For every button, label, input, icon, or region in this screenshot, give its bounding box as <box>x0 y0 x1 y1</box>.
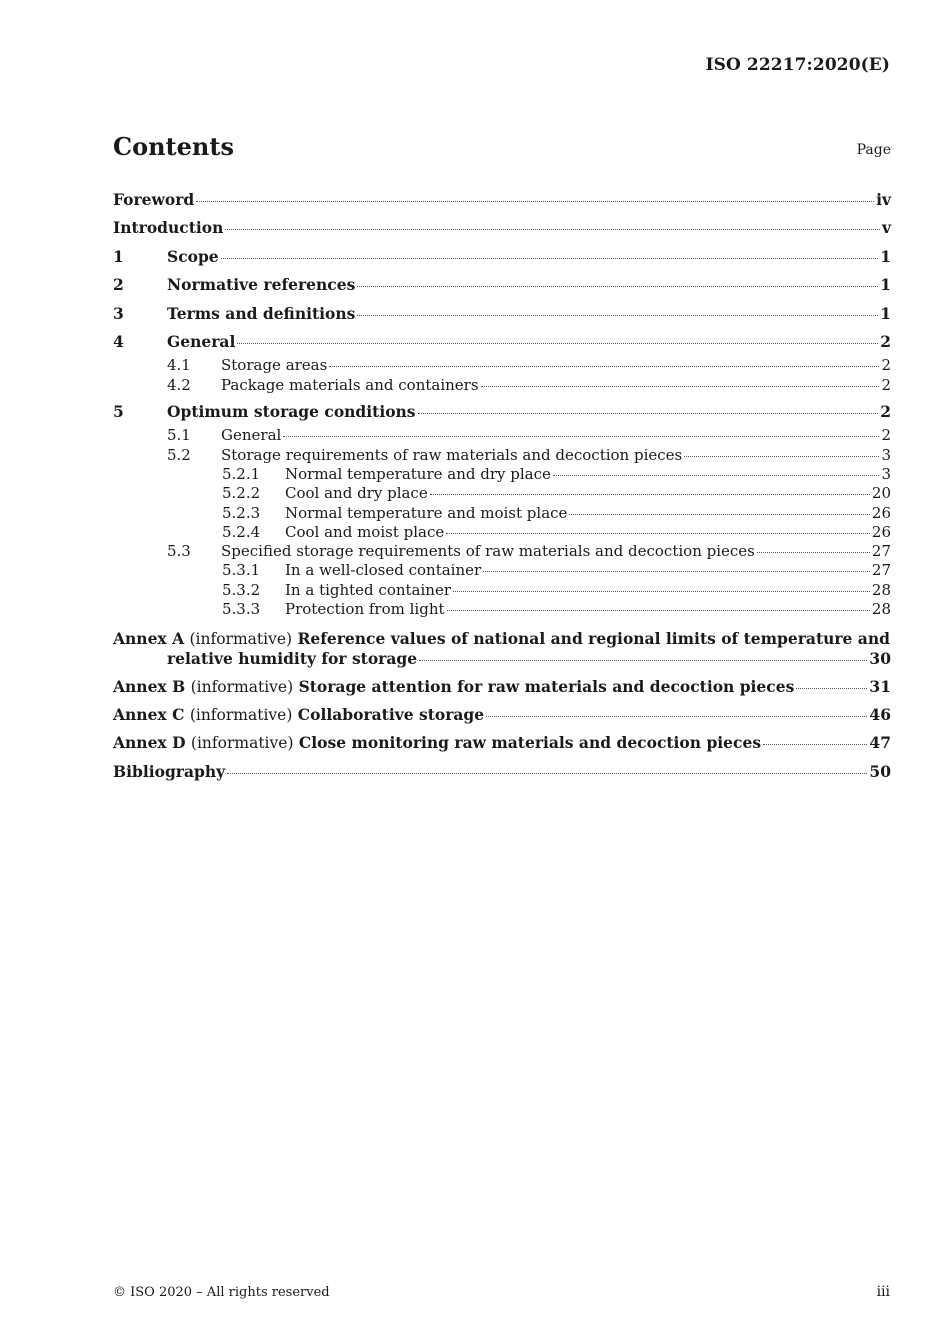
toc-entry-page: 30 <box>869 648 891 668</box>
toc-entry-text: Scope <box>167 246 219 266</box>
annex-label: Annex B <box>113 676 186 696</box>
toc-entry-page: 50 <box>869 761 891 781</box>
toc-entry-page: 2 <box>881 426 891 445</box>
leader-dots <box>481 385 880 387</box>
toc-entry-normal-moist[interactable] <box>113 504 891 523</box>
leader-dots <box>283 435 879 437</box>
toc-entry-text: Protection from light <box>285 600 445 618</box>
toc-entry-page: v <box>881 218 891 238</box>
toc-entry-page: 1 <box>880 275 891 295</box>
toc-entry-text: In a tighted container <box>285 580 451 599</box>
toc-entry-text: Storage requirements of raw materials and decoction pieces <box>221 445 683 464</box>
toc-entry-number: 5.3.1 <box>222 561 261 580</box>
toc-entry-text: Normal temperature and moist place <box>285 503 568 522</box>
toc-entry-storage-requirements[interactable] <box>113 446 891 465</box>
annex-informative: (informative) <box>190 677 294 696</box>
toc-entry-foreword[interactable] <box>113 186 891 214</box>
toc-entry-number: 5.3.3 <box>222 600 261 618</box>
toc-entry-page: 20 <box>871 484 891 503</box>
toc-entry-text: Cool and moist place <box>285 522 445 541</box>
toc-entry-cool-moist[interactable] <box>113 523 891 542</box>
toc-entry-number: 1 <box>113 246 124 266</box>
toc-entry-page: 3 <box>881 464 891 483</box>
contents-header <box>113 132 891 166</box>
leader-dots <box>418 412 879 414</box>
toc-entry-page: 1 <box>880 246 891 266</box>
toc-entry-text: Bibliography <box>113 761 226 781</box>
toc-entry-number: 3 <box>113 303 124 323</box>
leader-dots <box>569 513 869 515</box>
toc-entry-page: 31 <box>869 676 891 696</box>
toc-entry-well-closed[interactable] <box>113 561 891 580</box>
toc-entry-text: Normal temperature and dry place <box>285 464 551 483</box>
toc-entry-text: Storage attention for raw materials and decoction pieces <box>298 676 795 696</box>
toc-entry-number: 5.2 <box>167 445 191 464</box>
toc-entry-normative-references[interactable] <box>113 271 891 299</box>
leader-dots <box>757 551 870 553</box>
page-title: Contents <box>113 132 234 161</box>
toc-entry-text: Specified storage requirements of raw materials and decoction pieces <box>221 542 755 561</box>
page-column-label: Page <box>856 142 891 158</box>
toc-entry-scope[interactable] <box>113 243 891 271</box>
leader-dots <box>196 200 874 202</box>
annex-informative: (informative) <box>189 706 293 725</box>
toc-entry-annex-b[interactable] <box>113 677 891 696</box>
toc-entry-page: 26 <box>871 503 891 522</box>
toc-entry-number: 4 <box>113 331 124 351</box>
leader-dots <box>763 743 867 745</box>
leader-dots <box>329 365 879 367</box>
page-number: iii <box>876 1284 890 1300</box>
toc-entry-number: 5.3 <box>167 542 191 561</box>
leader-dots <box>237 342 878 344</box>
toc-entry-annex-c[interactable] <box>113 705 891 724</box>
leader-dots <box>419 659 867 661</box>
toc-entry-text: Introduction <box>113 218 224 238</box>
toc-entry-number: 5 <box>113 401 124 421</box>
toc-entry-number: 2 <box>113 275 124 295</box>
toc-entry-number: 4.2 <box>167 375 191 394</box>
toc-entry-text: Close monitoring raw materials and decoction pieces <box>298 733 762 753</box>
toc-entry-page: 46 <box>869 705 891 725</box>
toc-entry-number: 5.2.4 <box>222 522 261 541</box>
annex-label: Annex A <box>113 629 185 649</box>
leader-dots <box>225 228 880 230</box>
toc-entry-text: Storage areas <box>221 356 328 375</box>
table-of-contents <box>113 186 891 781</box>
toc-entry-annex-a[interactable] <box>113 629 891 668</box>
leader-dots <box>221 257 879 259</box>
toc-entry-number: 5.2.3 <box>222 503 261 522</box>
leader-dots <box>430 493 870 495</box>
leader-dots <box>357 285 878 287</box>
toc-entry-text: Package materials and containers <box>221 375 479 394</box>
toc-entry-cool-dry[interactable] <box>113 484 891 503</box>
document-id: ISO 22217:2020(E) <box>705 55 890 75</box>
toc-entry-specified-storage[interactable] <box>113 542 891 561</box>
toc-entry-tighted[interactable] <box>113 581 891 600</box>
toc-entry-page: iv <box>876 190 891 209</box>
toc-entry-text: General <box>221 426 282 445</box>
toc-entry-number: 5.1 <box>167 426 191 445</box>
toc-entry-number: 5.2.2 <box>222 484 261 503</box>
toc-entry-page: 3 <box>881 445 891 464</box>
toc-entry-page: 28 <box>871 600 891 618</box>
toc-entry-page: 28 <box>871 580 891 599</box>
leader-dots <box>553 474 880 476</box>
leader-dots <box>486 715 867 717</box>
toc-entry-optimum-storage[interactable] <box>113 398 891 426</box>
toc-entry-page: 2 <box>881 375 891 394</box>
toc-entry-text: Reference values of national and regional limits of temperature and <box>297 629 890 649</box>
leader-dots <box>227 772 867 774</box>
leader-dots <box>796 687 867 689</box>
toc-entry-protection-light[interactable] <box>113 600 891 619</box>
toc-entry-page: 1 <box>880 303 891 323</box>
toc-entry-general[interactable] <box>113 328 891 356</box>
toc-entry-page: 2 <box>880 331 891 351</box>
toc-entry-page: 27 <box>871 542 891 561</box>
leader-dots <box>357 314 878 316</box>
toc-entry-text: In a well-closed container <box>285 561 482 580</box>
toc-entry-storage-areas[interactable] <box>113 356 891 375</box>
toc-entry-normal-dry[interactable] <box>113 465 891 484</box>
toc-entry-text: Cool and dry place <box>285 484 428 503</box>
toc-entry-package-materials[interactable] <box>113 376 891 395</box>
toc-entry-text: Normative references <box>167 275 356 295</box>
toc-entry-general-5-1[interactable] <box>113 426 891 445</box>
toc-entry-page: 26 <box>871 522 891 541</box>
toc-entry-number: 5.3.2 <box>222 580 261 599</box>
leader-dots <box>453 590 870 592</box>
leader-dots <box>447 609 870 611</box>
annex-label: Annex C <box>113 705 185 725</box>
toc-entry-page: 27 <box>871 561 891 580</box>
toc-entry-text: Collaborative storage <box>297 705 485 725</box>
copyright-notice: © ISO 2020 – All rights reserved <box>113 1285 330 1300</box>
toc-entry-page: 2 <box>880 401 891 421</box>
toc-entry-introduction[interactable] <box>113 214 891 242</box>
toc-entry-annex-d[interactable] <box>113 733 891 752</box>
toc-entry-text: General <box>167 331 236 351</box>
annex-informative: (informative) <box>189 630 293 649</box>
toc-entry-text: Terms and definitions <box>167 303 356 323</box>
toc-entry-bibliography[interactable] <box>113 762 891 781</box>
toc-entry-page: 47 <box>869 733 891 753</box>
leader-dots <box>446 532 870 534</box>
toc-entry-text: Foreword <box>113 190 195 209</box>
annex-informative: (informative) <box>190 734 294 753</box>
toc-entry-page: 2 <box>881 356 891 375</box>
toc-entry-number: 5.2.1 <box>222 464 261 483</box>
toc-entry-text: Optimum storage conditions <box>167 401 416 421</box>
leader-dots <box>483 570 870 572</box>
toc-entry-text-continued: relative humidity for storage <box>167 648 418 668</box>
toc-entry-terms-definitions[interactable] <box>113 300 891 328</box>
annex-label: Annex D <box>113 733 186 753</box>
leader-dots <box>684 455 879 457</box>
toc-entry-number: 4.1 <box>167 356 191 375</box>
